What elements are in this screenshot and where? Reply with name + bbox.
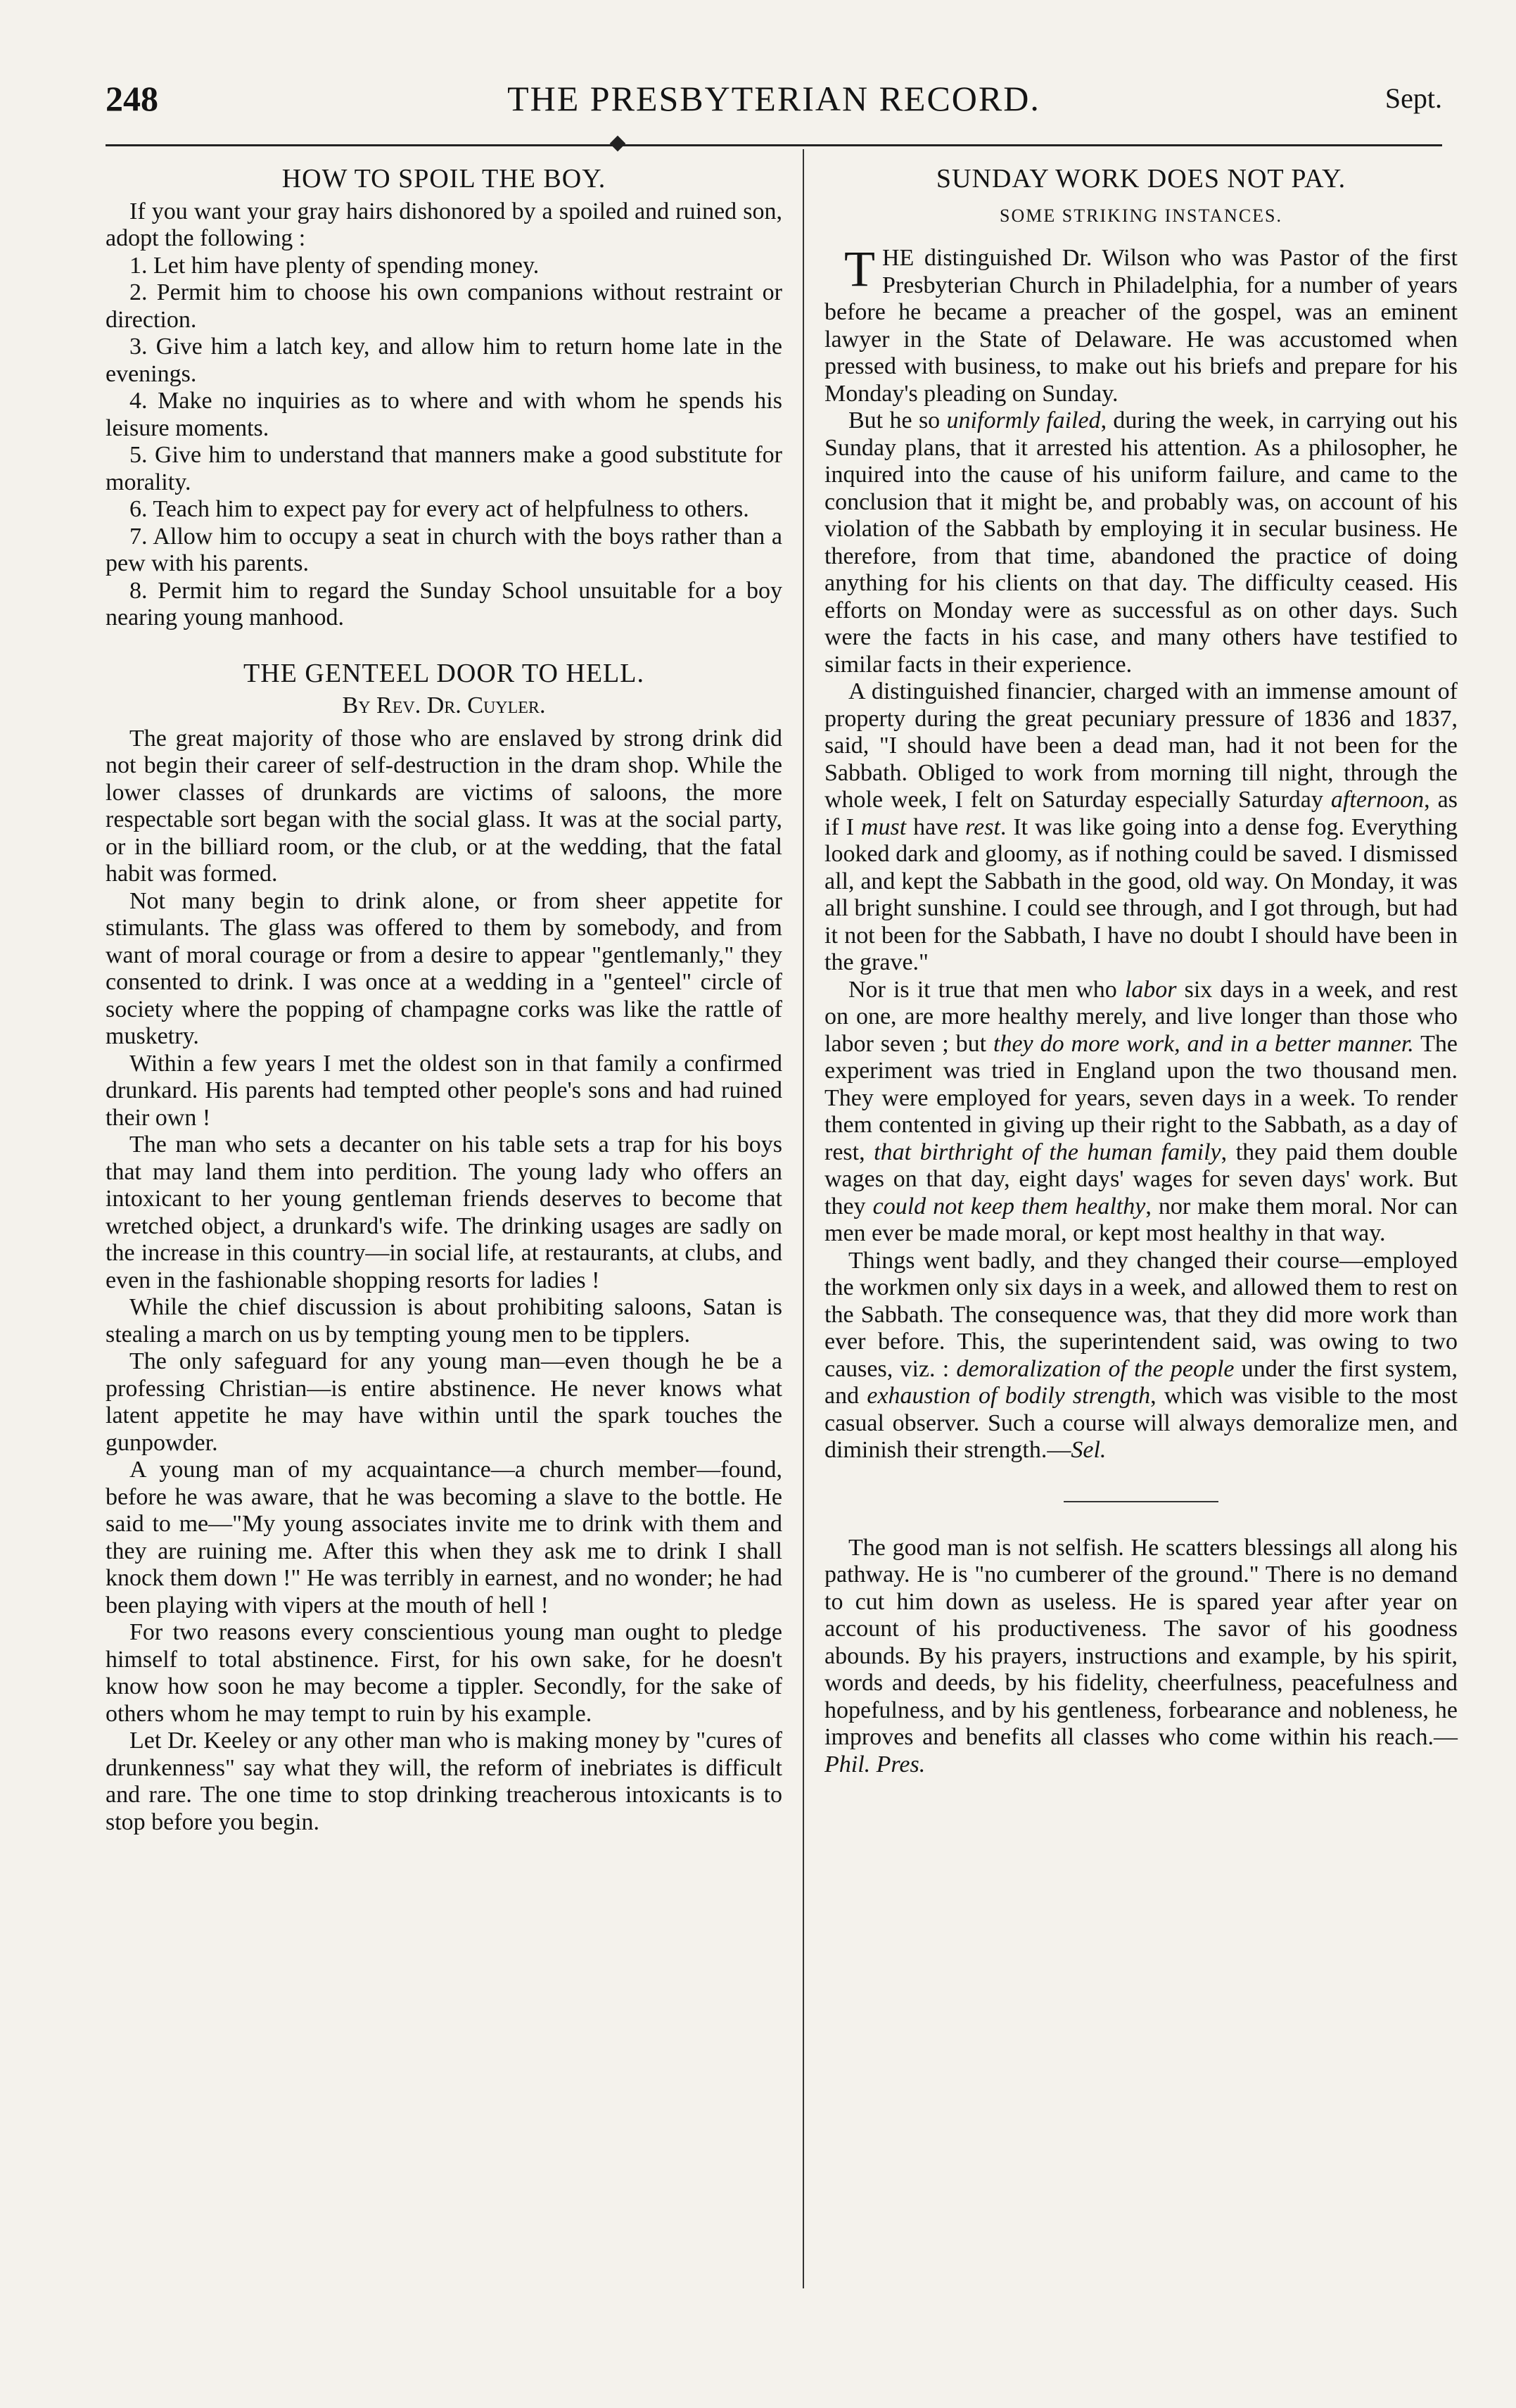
byline: By Rev. Dr. Cuyler. — [342, 692, 546, 718]
list-item: 6. Teach him to expect pay for every act of helpfulness to others. — [129, 496, 749, 522]
paragraph: Not many begin to drink alone, or from sheer appetite for stimulants. The glass was offered to them by somebody, and from want of moral courage or from a desire to appear "gentlemanly," they consented to drink. I was once at a wedding in a "genteel" circle of society where the popping of champagne corks was like the rattle of musketry. — [106, 887, 782, 1049]
paragraph: THE distinguished Dr. Wilson who was Pastor of the first Presbyterian Church in Philadelphia, for a number of years before he became a preacher of the gospel, was an eminent lawyer in the State of Delaware. He was accustomed when pressed with business, to make out his briefs and prepare for his Monday's pleading on Sunday. — [824, 241, 1458, 407]
list-item: 7. Allow him to occupy a seat in church with the boys rather than a pew with his parents. — [106, 523, 782, 576]
article-subtitle: SOME STRIKING INSTANCES. — [1000, 205, 1282, 226]
paragraph: Let Dr. Keeley or any other man who is making money by "cures of drunkenness" say what they will, the reform of inebriates is difficult and rare. The one time to stop drinking treacherous intoxicants is to stop before you begin. — [106, 1728, 782, 1835]
paragraph: Nor is it true that men who labor six days in a week, and rest on one, are more healthy merely, and live longer than those who labor seven ; but they do more work, and in a better manner. The experiment was tried in England upon the two thousand men. They were employed for years, seven days in a week. To render them contented in giving up their right to the Sabbath, as a day of rest, that birthright of the human family, they paid them double wages on that day, eight days' wages for seven days' work. But they could not keep them healthy, nor make them moral. Nor can men ever be made moral, or kept most healthy in that way. — [824, 976, 1458, 1246]
rule-ornament — [610, 136, 626, 152]
paragraph: The only safeguard for any young man—even though he be a professing Christian—is entire abstinence. He never knows what latent appetite he may have within until the spark touches the gunpowder. — [106, 1348, 782, 1456]
spoil-intro: If you want your gray hairs dishonored by a spoiled and ruined son, adopt the following : — [106, 198, 782, 251]
source-signature: Phil. Pres. — [824, 1751, 926, 1778]
article-title-spoil: HOW TO SPOIL THE BOY. — [281, 164, 606, 194]
list-item: 3. Give him a latch key, and allow him to return home late in the evenings. — [106, 334, 782, 387]
paragraph: While the chief discussion is about prohibiting saloons, Satan is stealing a march on us by tempting young men to be tipplers. — [106, 1294, 782, 1348]
right-column — [824, 165, 1458, 1778]
list-item: 2. Permit him to choose his own companions without restraint or direction. — [106, 279, 782, 333]
column-divider — [803, 149, 804, 2288]
paragraph: Things went badly, and they changed their course—employed the workmen only six days in a week, and allowed them to rest on the Sabbath. The consequence was, that they did more work than ever before. This, the superintendent said, was owing to two causes, viz. : demoralization of the people under the first system, and exhaustion of bodily strength, which was visible to the most casual observer. Such a course will always demoralize men, and diminish their strength.—Sel. — [824, 1247, 1458, 1463]
spoil-list — [106, 253, 782, 632]
paragraph: But he so uniformly failed, during the week, in carrying out his Sunday plans, that it arrested his attention. As a philosopher, he inquired into the cause of his uniform failure, and came to the conclusion that it might be, and probably was, on account of his violation of the Sabbath by employing it in secular business. He therefore, from that time, abandoned the practice of doing anything for his clients on that day. The difficulty ceased. His efforts on Monday were as successful as on other days. Such were the facts in his case, and many others have testified to similar facts in their experience. — [824, 407, 1458, 678]
paragraph: Within a few years I met the oldest son in that family a confirmed drunkard. His parents had tempted other people's sons and had ruined their own ! — [106, 1050, 782, 1131]
source-signature: Sel. — [1071, 1437, 1107, 1463]
paragraph: A young man of my acquaintance—a church member—found, before he was aware, that he was becoming a slave to the bottle. He said to me—"My young associates invite me to drink with them and they are ruining me. After this when they ask me to drink I shall knock them down !" He was terribly in earnest, and no wonder; he had been playing with vipers at the mouth of hell ! — [106, 1457, 782, 1618]
list-item: 8. Permit him to regard the Sunday School unsuitable for a boy nearing young manhood. — [106, 577, 782, 630]
running-head — [106, 77, 1442, 120]
left-column — [106, 165, 782, 1836]
header-rule — [106, 144, 1442, 146]
paragraph: The good man is not selfish. He scatters blessings all along his pathway. He is "no cumberer of the ground." There is no demand to cut him down as useless. He is spared year after year on account of his productiveness. The savor of his goodness abounds. By his prayers, instructions and example, by his spirit, words and deeds, by his fidelity, cheerfulness, peacefulness and hopefulness, and by his gentleness, forbearance and nobleness, he improves and benefits all classes who come within his reach.—Phil. Pres. — [824, 1534, 1458, 1778]
drop-cap: T — [844, 241, 875, 297]
publication-title: THE PRESBYTERIAN RECORD. — [507, 79, 1040, 118]
paragraph: The great majority of those who are enslaved by strong drink did not begin their career of self-destruction in the dram shop. While the lower classes of drunkards are victims of saloons, the more respectable sort began with the social glass. It was at the social party, or in the billiard room, or the club, or at the wedding, that the fatal habit was formed. — [106, 725, 782, 887]
paragraph: For two reasons every conscientious young man ought to pledge himself to total abstinence. First, for his own sake, for he doesn't know how soon he may become a tippler. Secondly, for the sake of others whom he may tempt to ruin by his example. — [106, 1619, 782, 1727]
list-item: 1. Let him have plenty of spending money. — [129, 252, 540, 279]
paragraph: The man who sets a decanter on his table sets a trap for his boys that may land them into perdition. The young lady who offers an intoxicant to her young gentleman friends deserves to become that wretched object, a drunkard's wife. The drinking usages are sadly on the increase in this country—in social life, at restaurants, at clubs, and even in the fashionable shopping resorts for ladies ! — [106, 1132, 782, 1293]
article-title-sunday: SUNDAY WORK DOES NOT PAY. — [936, 164, 1346, 194]
issue-month: Sept. — [1384, 82, 1442, 114]
article-title-genteel: THE GENTEEL DOOR TO HELL. — [243, 658, 644, 688]
paragraph: A distinguished financier, charged with an immense amount of property during the great pecuniary pressure of 1836 and 1837, said, "I should have been a dead man, had it not been for the Sabbath. Obliged to work from morning till night, through the whole week, I felt on Saturday especially Saturday afternoon, as if I must have rest. It was like going into a dense fog. Everything looked dark and gloomy, as if nothing could be saved. I dismissed all, and kept the Sabbath in the good, old way. On Monday, it was all bright sunshine. I could see through, and I got through, but had it not been for the Sabbath, I have no doubt I should have been in the grave." — [824, 678, 1458, 975]
list-item: 4. Make no inquiries as to where and with whom he spends his leisure moments. — [106, 388, 782, 441]
page-number: 248 — [106, 79, 158, 118]
list-item: 5. Give him to understand that manners make a good substitute for morality. — [106, 442, 782, 495]
section-separator — [1064, 1501, 1218, 1502]
